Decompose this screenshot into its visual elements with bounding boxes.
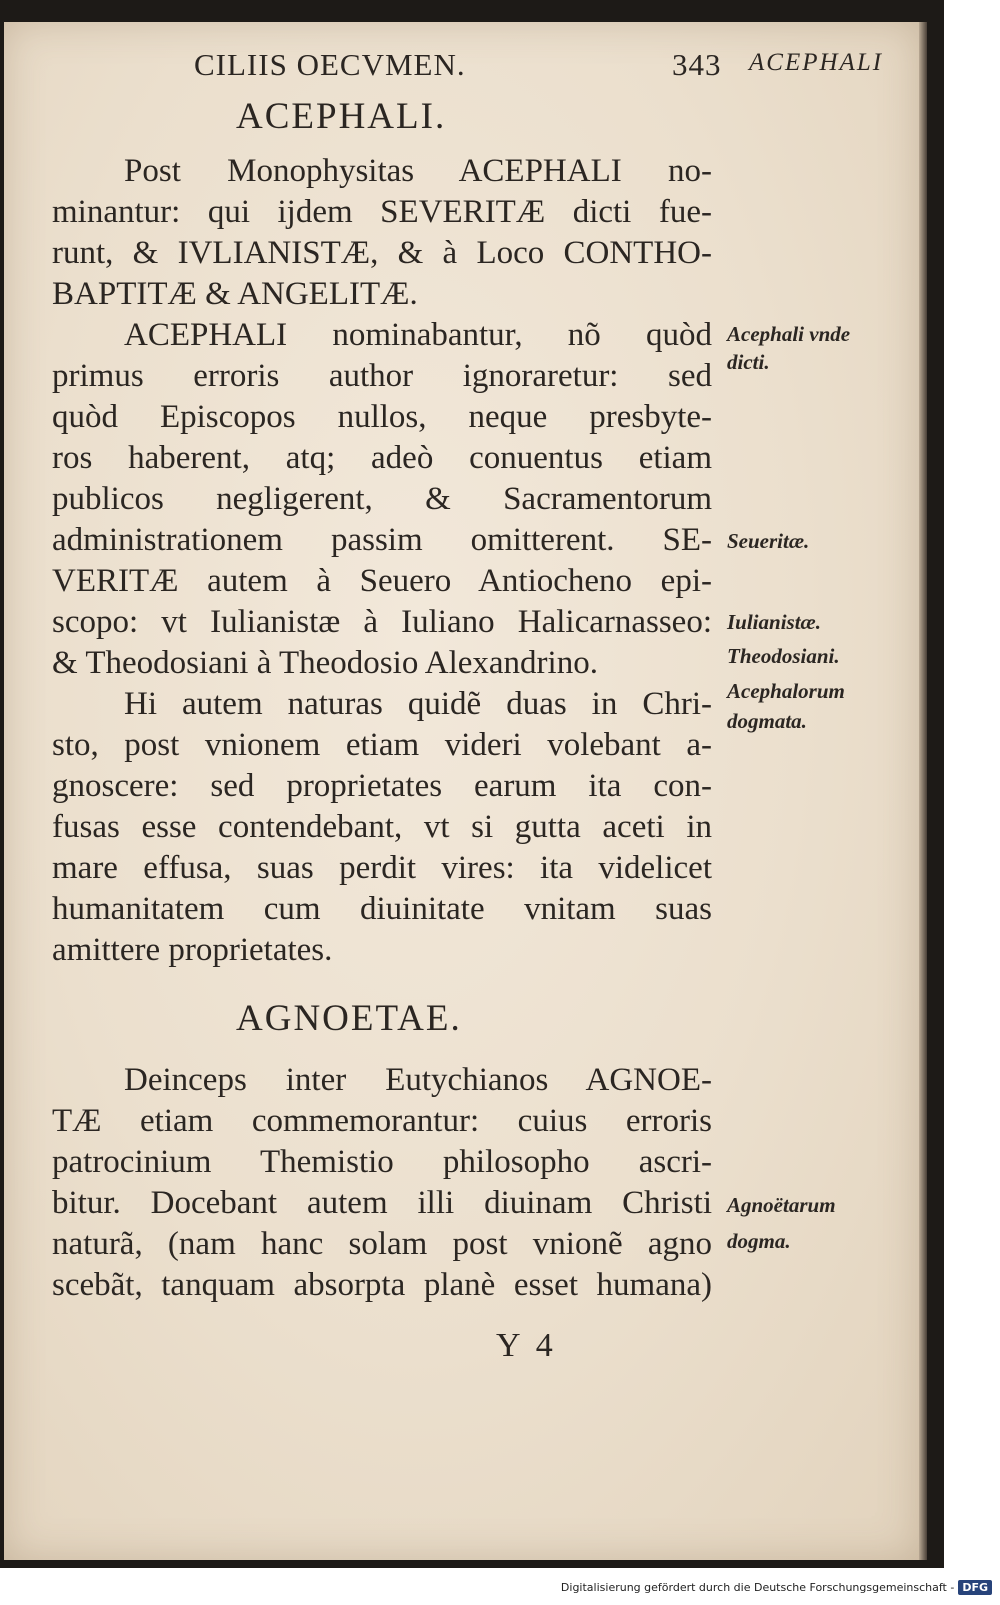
footer-text: Digitalisierung gefördert durch die Deutsche Forschungsgemeinschaft - [560,1580,955,1594]
margin-note-theodosiani: Theodosiani. [727,644,840,668]
page-number: 343 [672,47,722,82]
margin-note-iulianistae: Iulianistæ. [727,610,821,634]
text-line: administrationem passim omitterent. SE- [52,522,712,558]
digitization-footer [561,1573,992,1601]
text-line: runt, & IVLIANISTÆ, & à Loco CONTHO- [52,235,712,271]
text-line: Post Monophysitas ACEPHALI no- [124,153,712,189]
margin-note-dicti: dicti. [727,350,770,374]
book-page [4,22,919,1560]
text-line: naturã, (nam hanc solam post vnionẽ agno [52,1226,712,1262]
text-line: patrocinium Themistio philosopho ascri- [52,1144,712,1180]
signature-mark: Y 4 [496,1327,557,1364]
section-heading-acephali: ACEPHALI. [236,96,447,137]
section-heading-agnoetae: AGNOETAE. [236,998,462,1039]
text-line: scopo: vt Iulianistæ à Iuliano Halicarnasseo: [52,604,712,640]
text-line: VERITÆ autem à Seuero Antiocheno epi- [52,563,712,599]
text-line: ros haberent, atq; adeò conuentus etiam [52,440,712,476]
text-line: quòd Episcopos nullos, neque presbyte- [52,399,712,435]
text-line: primus erroris author ignoraretur: sed [52,358,712,394]
page-header [194,47,899,97]
margin-note-dogmata: dogmata. [727,709,807,733]
running-title: CILIIS OECVMEN. [194,47,466,82]
margin-note-agnoetarum: Agnoëtarum [727,1193,836,1217]
page-edge [919,22,927,1560]
text-line: fusas esse contendebant, vt si gutta aceti in [52,809,712,845]
text-line: sto, post vnionem etiam videri volebant a- [52,727,712,763]
margin-note-acephalorum: Acephalorum [727,679,845,703]
text-line: humanitatem cum diuinitate vnitam suas [52,891,712,927]
text-line: publicos negligerent, & Sacramentorum [52,481,712,517]
text-line: ACEPHALI nominabantur, nõ quòd [124,317,712,353]
text-line: mare effusa, suas perdit vires: ita videlicet [52,850,712,886]
text-line: TÆ etiam commemorantur: cuius erroris [52,1103,712,1139]
text-line: BAPTITÆ & ANGELITÆ. [52,276,418,312]
text-line: bitur. Docebant autem illi diuinam Christi [52,1185,712,1221]
margin-note-acephali: Acephali vnde [727,322,851,346]
margin-note-seueritae: Seueritæ. [727,529,810,553]
text-line: amittere proprietates. [52,932,333,968]
text-line: Deinceps inter Eutychianos AGNOE- [124,1062,712,1098]
dfg-logo: DFG [958,1580,992,1595]
text-line: minantur: qui ijdem SEVERITÆ dicti fue- [52,194,712,230]
text-line: & Theodosiani à Theodosio Alexandrino. [52,645,598,681]
margin-note-dogma: dogma. [727,1229,791,1253]
catchword: ACEPHALI [749,49,884,76]
text-line: scebãt, tanquam absorpta planè esset humana) [52,1267,712,1303]
text-line: gnoscere: sed proprietates earum ita con- [52,768,712,804]
text-line: Hi autem naturas quidẽ duas in Chri- [124,686,712,722]
